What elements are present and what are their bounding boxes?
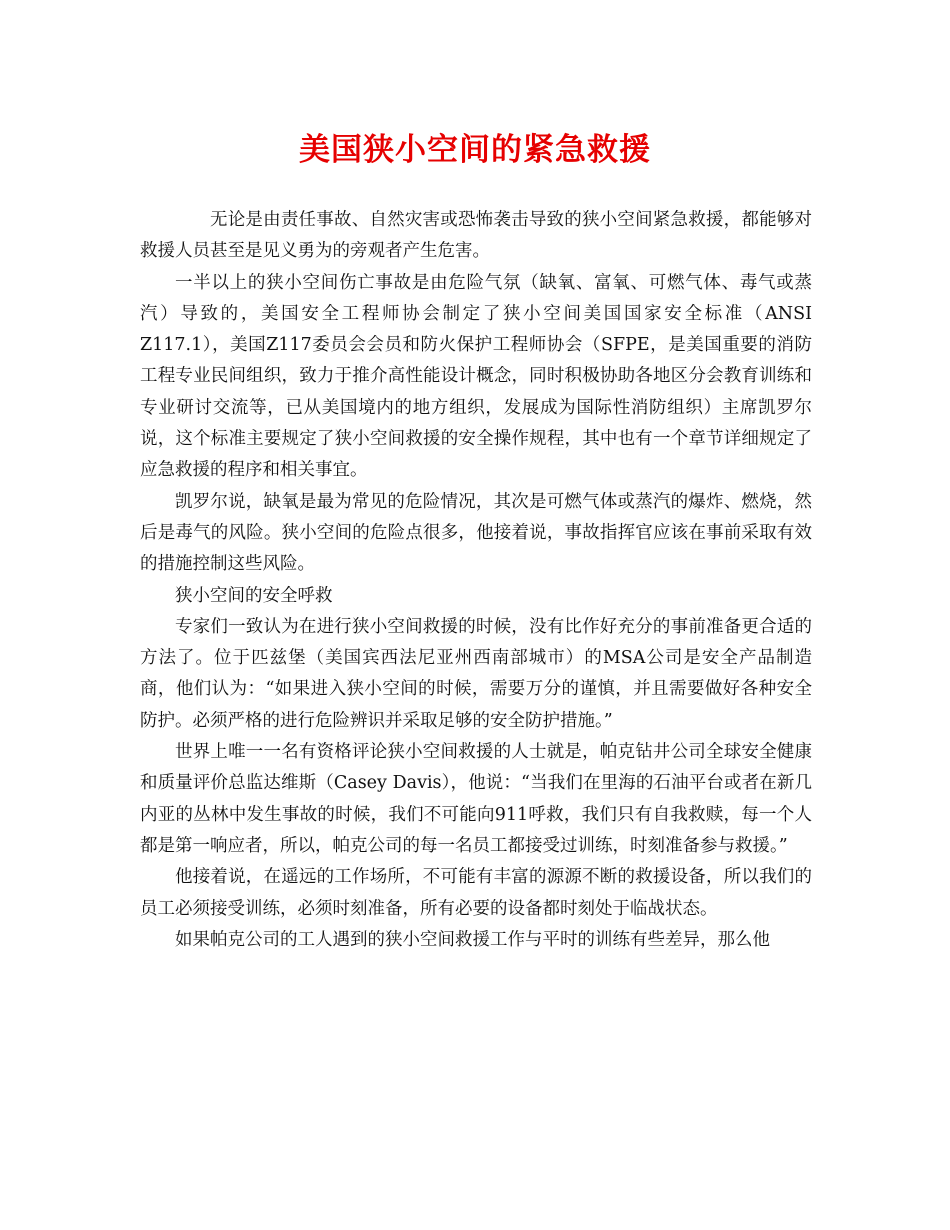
article-body — [140, 205, 812, 956]
paragraph-intro: 无论是由责任事故、自然灾害或恐怖袭击导致的狭小空间紧急救援，都能够对救援人员甚至是见义勇为的旁观者产生危害。 — [140, 210, 812, 262]
section-heading: 狭小空间的安全呼救 — [175, 585, 333, 606]
paragraph-remote-worksite: 他接着说，在遥远的工作场所，不可能有丰富的源源不断的救援设备，所以我们的员工必须接受训练，必须时刻准备，所有必要的设备都时刻处于临战状态。 — [140, 867, 812, 919]
paragraph-davis-quote: 世界上唯一一名有资格评论狭小空间救援的人士就是，帕克钻井公司全球安全健康和质量评价总监达维斯（Casey Davis），他说：“当我们在里海的石油平台或者在新几内亚的丛林中发生事故的时候，我们不可能向911呼救，我们只有自我救赎，每一个人都是第一响应者，所以，帕克公司的每一名员工都接受过训练，时刻准备参与救援。” — [140, 742, 812, 856]
paragraph-standard: 一半以上的狭小空间伤亡事故是由危险气氛（缺氧、富氧、可燃气体、毒气或蒸汽）导致的，美国安全工程师协会制定了狭小空间美国国家安全标准（ANSI Z117.1），美国Z117委员会会员和防火保护工程师协会（SFPE，是美国重要的消防工程专业民间组织，致力于推介高性能设计概念，同时积极协助各地区分会教育训练和专业研讨交流等，已从美国境内的地方组织，发展成为国际性消防组织）主席凯罗尔说，这个标准主要规定了狭小空间救援的安全操作规程，其中也有一个章节详细规定了应急救援的程序和相关事宜。 — [140, 272, 812, 481]
paragraph-preparation: 专家们一致认为在进行狭小空间救援的时候，没有比作好充分的事前准备更合适的方法了。位于匹兹堡（美国宾西法尼亚州西南部城市）的MSA公司是安全产品制造商，他们认为：“如果进入狭小空间的时候，需要万分的谨慎，并且需要做好各种安全防护。必须严格的进行危险辨识并采取足够的安全防护措施。” — [140, 616, 812, 731]
page-title: 美国狭小空间的紧急救援 — [299, 132, 651, 168]
paragraph-continuation: 如果帕克公司的工人遇到的狭小空间救援工作与平时的训练有些差异，那么他 — [175, 929, 770, 950]
paragraph-hazards: 凯罗尔说，缺氧是最为常见的危险情况，其次是可燃气体或蒸汽的爆炸、燃烧，然后是毒气的风险。狭小空间的危险点很多，他接着说，事故指挥官应该在事前采取有效的措施控制这些风险。 — [140, 491, 812, 575]
